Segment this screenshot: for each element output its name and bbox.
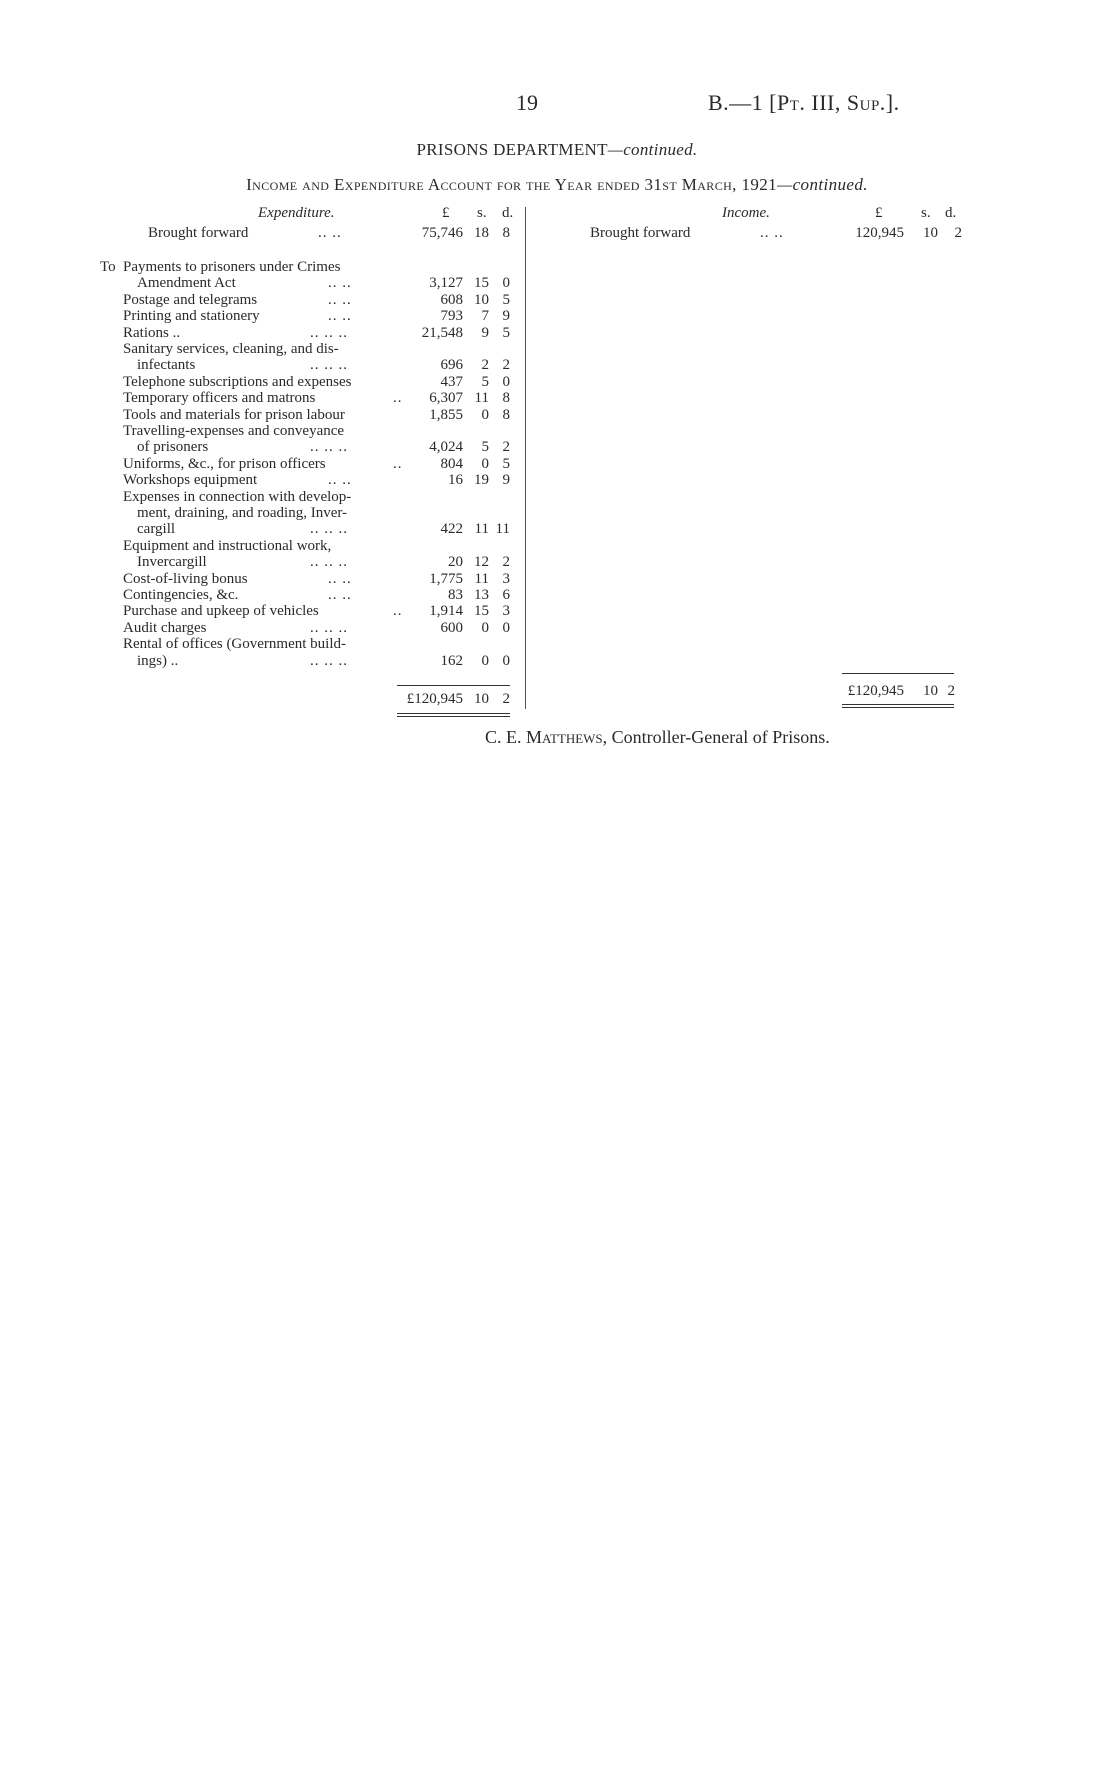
department-title	[0, 140, 1114, 160]
expenditure-item-shillings: 0	[481, 619, 489, 636]
expenditure-item-pounds: 422	[440, 521, 463, 538]
expenditure-item-pence: 0	[502, 373, 510, 390]
expenditure-item-pounds: 600	[440, 619, 463, 636]
income-heading: Income.	[722, 205, 770, 221]
expenditure-total-shillings: 10	[474, 691, 489, 707]
expenditure-item-dots: .. ..	[328, 472, 352, 489]
page-number: 19	[516, 90, 538, 115]
expenditure-item-pounds: 3,127	[429, 275, 463, 292]
expenditure-brought-forward-dots: .. ..	[318, 225, 342, 241]
expenditure-item-label-line: cargill	[137, 521, 176, 538]
income-brought-forward-shillings: 10	[923, 225, 938, 241]
expenditure-item-pence: 0	[502, 652, 510, 669]
expenditure-item-label-line: Cost-of-living bonus	[123, 570, 248, 587]
income-total-rule-bottom-2	[842, 707, 954, 708]
expenditure-item-shillings: 12	[474, 554, 489, 571]
expenditure-item-dots: .. ..	[328, 275, 352, 292]
expenditure-item-shillings: 5	[481, 373, 489, 390]
expenditure-item-label-line: Payments to prisoners under Crimes	[123, 259, 341, 275]
expenditure-item-dots: .. .. ..	[310, 439, 348, 456]
expenditure-item-pence: 5	[502, 455, 510, 472]
expenditure-item-shillings: 15	[474, 275, 489, 292]
reference-text: B.—1 [Pt. III, Sup.].	[708, 90, 900, 115]
expenditure-total-rule-bottom-2	[397, 716, 510, 717]
expenditure-item-dots: .. ..	[328, 308, 352, 325]
expenditure-item-dots: ..	[393, 603, 403, 620]
exp-pence-heading: d.	[502, 205, 514, 221]
expenditure-item-dots: .. .. ..	[310, 521, 348, 538]
income-total-pounds: £120,945	[847, 683, 904, 699]
expenditure-item-dots: .. ..	[328, 570, 352, 587]
department-name: PRISONS DEPARTMENT	[416, 140, 608, 159]
expenditure-item-dots: .. ..	[328, 587, 352, 603]
expenditure-item-dots: .. .. ..	[310, 357, 348, 374]
expenditure-brought-forward-shillings: 18	[474, 225, 489, 241]
account-title	[0, 175, 1114, 195]
expenditure-item-label-line: Rental of offices (Government build-	[123, 636, 346, 653]
expenditure-item-label-line: Postage and telegrams	[123, 291, 258, 308]
income-brought-forward-pounds: 120,945	[855, 225, 904, 241]
expenditure-item-pounds: 6,307	[429, 390, 463, 407]
inc-shillings-heading: s.	[921, 205, 931, 221]
expenditure-total-rule-top	[397, 685, 510, 686]
signature	[485, 727, 830, 748]
expenditure-item-shillings: 10	[474, 291, 489, 308]
expenditure-item-pence: 3	[502, 603, 510, 620]
expenditure-item-shillings: 11	[474, 570, 489, 587]
expenditure-item-label-line: Equipment and instructional work,	[123, 537, 332, 554]
expenditure-item-label-line: Rations ..	[123, 324, 181, 341]
expenditure-item-pounds: 793	[440, 308, 463, 325]
expenditure-item-pounds: 162	[440, 652, 463, 669]
expenditure-item-pence: 6	[502, 587, 510, 603]
income-total-rule-bottom-1	[842, 704, 954, 705]
inc-pounds-heading: £	[875, 205, 883, 221]
expenditure-item-label-line: Expenses in connection with develop-	[123, 488, 352, 505]
expenditure-item-label-line: ment, draining, and roading, Inver-	[137, 504, 348, 521]
signatory-name: C. E. Matthews,	[485, 727, 608, 747]
income-total-shillings: 10	[923, 683, 938, 699]
expenditure-item-pence: 2	[502, 554, 510, 571]
expenditure-total-pence: 2	[502, 691, 510, 707]
expenditure-item-pounds: 608	[440, 291, 463, 308]
expenditure-item-label-line: Audit charges	[123, 619, 207, 636]
expenditure-item-label-line: Invercargill	[137, 554, 207, 571]
expenditure-item-label-line: Travelling-expenses and conveyance	[123, 423, 345, 439]
expenditure-item-pence: 9	[502, 308, 510, 325]
expenditure-item-dots: ..	[393, 390, 403, 407]
expenditure-item-label-line: Amendment Act	[137, 275, 236, 292]
expenditure-item-pounds: 696	[440, 357, 463, 374]
expenditure-item-pounds: 83	[448, 587, 463, 603]
signatory-title: Controller-General of Prisons.	[611, 727, 830, 747]
expenditure-item-label-line: Telephone subscriptions and expenses	[123, 373, 352, 390]
expenditure-item-pounds: 1,775	[429, 570, 463, 587]
income-brought-forward-pence: 2	[954, 225, 962, 241]
income-brought-forward-label: Brought forward	[590, 225, 691, 241]
expenditure-item-shillings: 0	[481, 455, 489, 472]
income-total-rule-top	[842, 673, 954, 674]
expenditure-item-pence: 2	[502, 357, 510, 374]
expenditure-brought-forward-pence: 8	[502, 225, 510, 241]
inc-pence-heading: d.	[945, 205, 957, 221]
expenditure-item-shillings: 11	[474, 521, 489, 538]
expenditure-item-label-line: Temporary officers and matrons	[123, 390, 316, 407]
expenditure-item-label-line: Printing and stationery	[123, 308, 260, 325]
expenditure-item-shillings: 11	[474, 390, 489, 407]
expenditure-item-label-line: Sanitary services, cleaning, and dis-	[123, 341, 339, 357]
department-suffix: —continued.	[607, 140, 698, 159]
exp-pounds-heading: £	[442, 205, 450, 221]
expenditure-brought-forward-label: Brought forward	[148, 225, 249, 241]
account-name: Income and Expenditure Account for the Year ended 31st March, 1921	[246, 175, 778, 194]
expenditure-item-pence: 2	[502, 439, 510, 456]
expenditure-item-shillings: 2	[481, 357, 489, 374]
expenditure-item-pounds: 804	[440, 455, 463, 472]
expenditure-item-pence: 11	[495, 521, 510, 538]
expenditure-item-shillings: 19	[474, 472, 489, 489]
expenditure-item-label-line: Contingencies, &c.	[123, 587, 239, 603]
expenditure-item-pounds: 21,548	[421, 324, 463, 341]
expenditure-item-label-line: infectants	[137, 357, 196, 374]
expenditure-item-shillings: 15	[474, 603, 489, 620]
expenditure-item-label-line: Tools and materials for prison labour	[123, 406, 345, 423]
income-brought-forward-dots: .. ..	[760, 225, 784, 241]
expenditure-total-rule-bottom-1	[397, 713, 510, 714]
account-suffix: —continued.	[777, 175, 868, 194]
expenditure-item-dots: .. .. ..	[310, 554, 348, 571]
expenditure-item-label-line: Workshops equipment	[123, 472, 258, 489]
expenditure-item-dots: .. .. ..	[310, 619, 348, 636]
expenditure-item-pence: 9	[502, 472, 510, 489]
expenditure-item-pounds: 437	[440, 373, 463, 390]
expenditure-item-pence: 8	[502, 390, 510, 407]
expenditure-item-pence: 8	[502, 406, 510, 423]
expenditure-item-shillings: 7	[481, 308, 489, 325]
column-divider	[525, 207, 526, 709]
expenditure-item-pounds: 16	[448, 472, 463, 489]
income-total-pence: 2	[947, 683, 955, 699]
document-reference	[708, 90, 900, 116]
expenditure-item-shillings: 13	[474, 587, 489, 603]
expenditure-brought-forward-pounds: 75,746	[421, 225, 463, 241]
expenditure-item-label-line: of prisoners	[137, 439, 209, 456]
expenditure-item-pence: 3	[502, 570, 510, 587]
expenditure-item-label-line: Purchase and upkeep of vehicles	[123, 603, 319, 620]
expenditure-item-pounds: 20	[448, 554, 463, 571]
expenditure-item-shillings: 0	[481, 406, 489, 423]
expenditure-heading: Expenditure.	[258, 205, 335, 221]
expenditure-item-label-line: Uniforms, &c., for prison officers	[123, 455, 326, 472]
expenditure-item-dots: .. ..	[328, 291, 352, 308]
expenditure-item-pence: 0	[502, 619, 510, 636]
expenditure-item-pounds: 1,855	[429, 406, 463, 423]
expenditure-item-shillings: 9	[481, 324, 489, 341]
expenditure-item-shillings: 0	[481, 652, 489, 669]
expenditure-item-dots: .. .. ..	[310, 652, 348, 669]
expenditure-item-dots: .. .. ..	[310, 324, 348, 341]
expenditure-item-pounds: 1,914	[429, 603, 463, 620]
expenditure-item-pounds: 4,024	[429, 439, 463, 456]
expenditure-item-pence: 0	[502, 275, 510, 292]
expenditure-item-shillings: 5	[481, 439, 489, 456]
exp-shillings-heading: s.	[477, 205, 487, 221]
to-prefix: To	[100, 259, 116, 275]
expenditure-item-dots: ..	[393, 455, 403, 472]
expenditure-item-pence: 5	[502, 324, 510, 341]
expenditure-item-pence: 5	[502, 291, 510, 308]
expenditure-item-label-line: ings) ..	[137, 652, 179, 669]
expenditure-total-pounds: £120,945	[406, 691, 463, 707]
